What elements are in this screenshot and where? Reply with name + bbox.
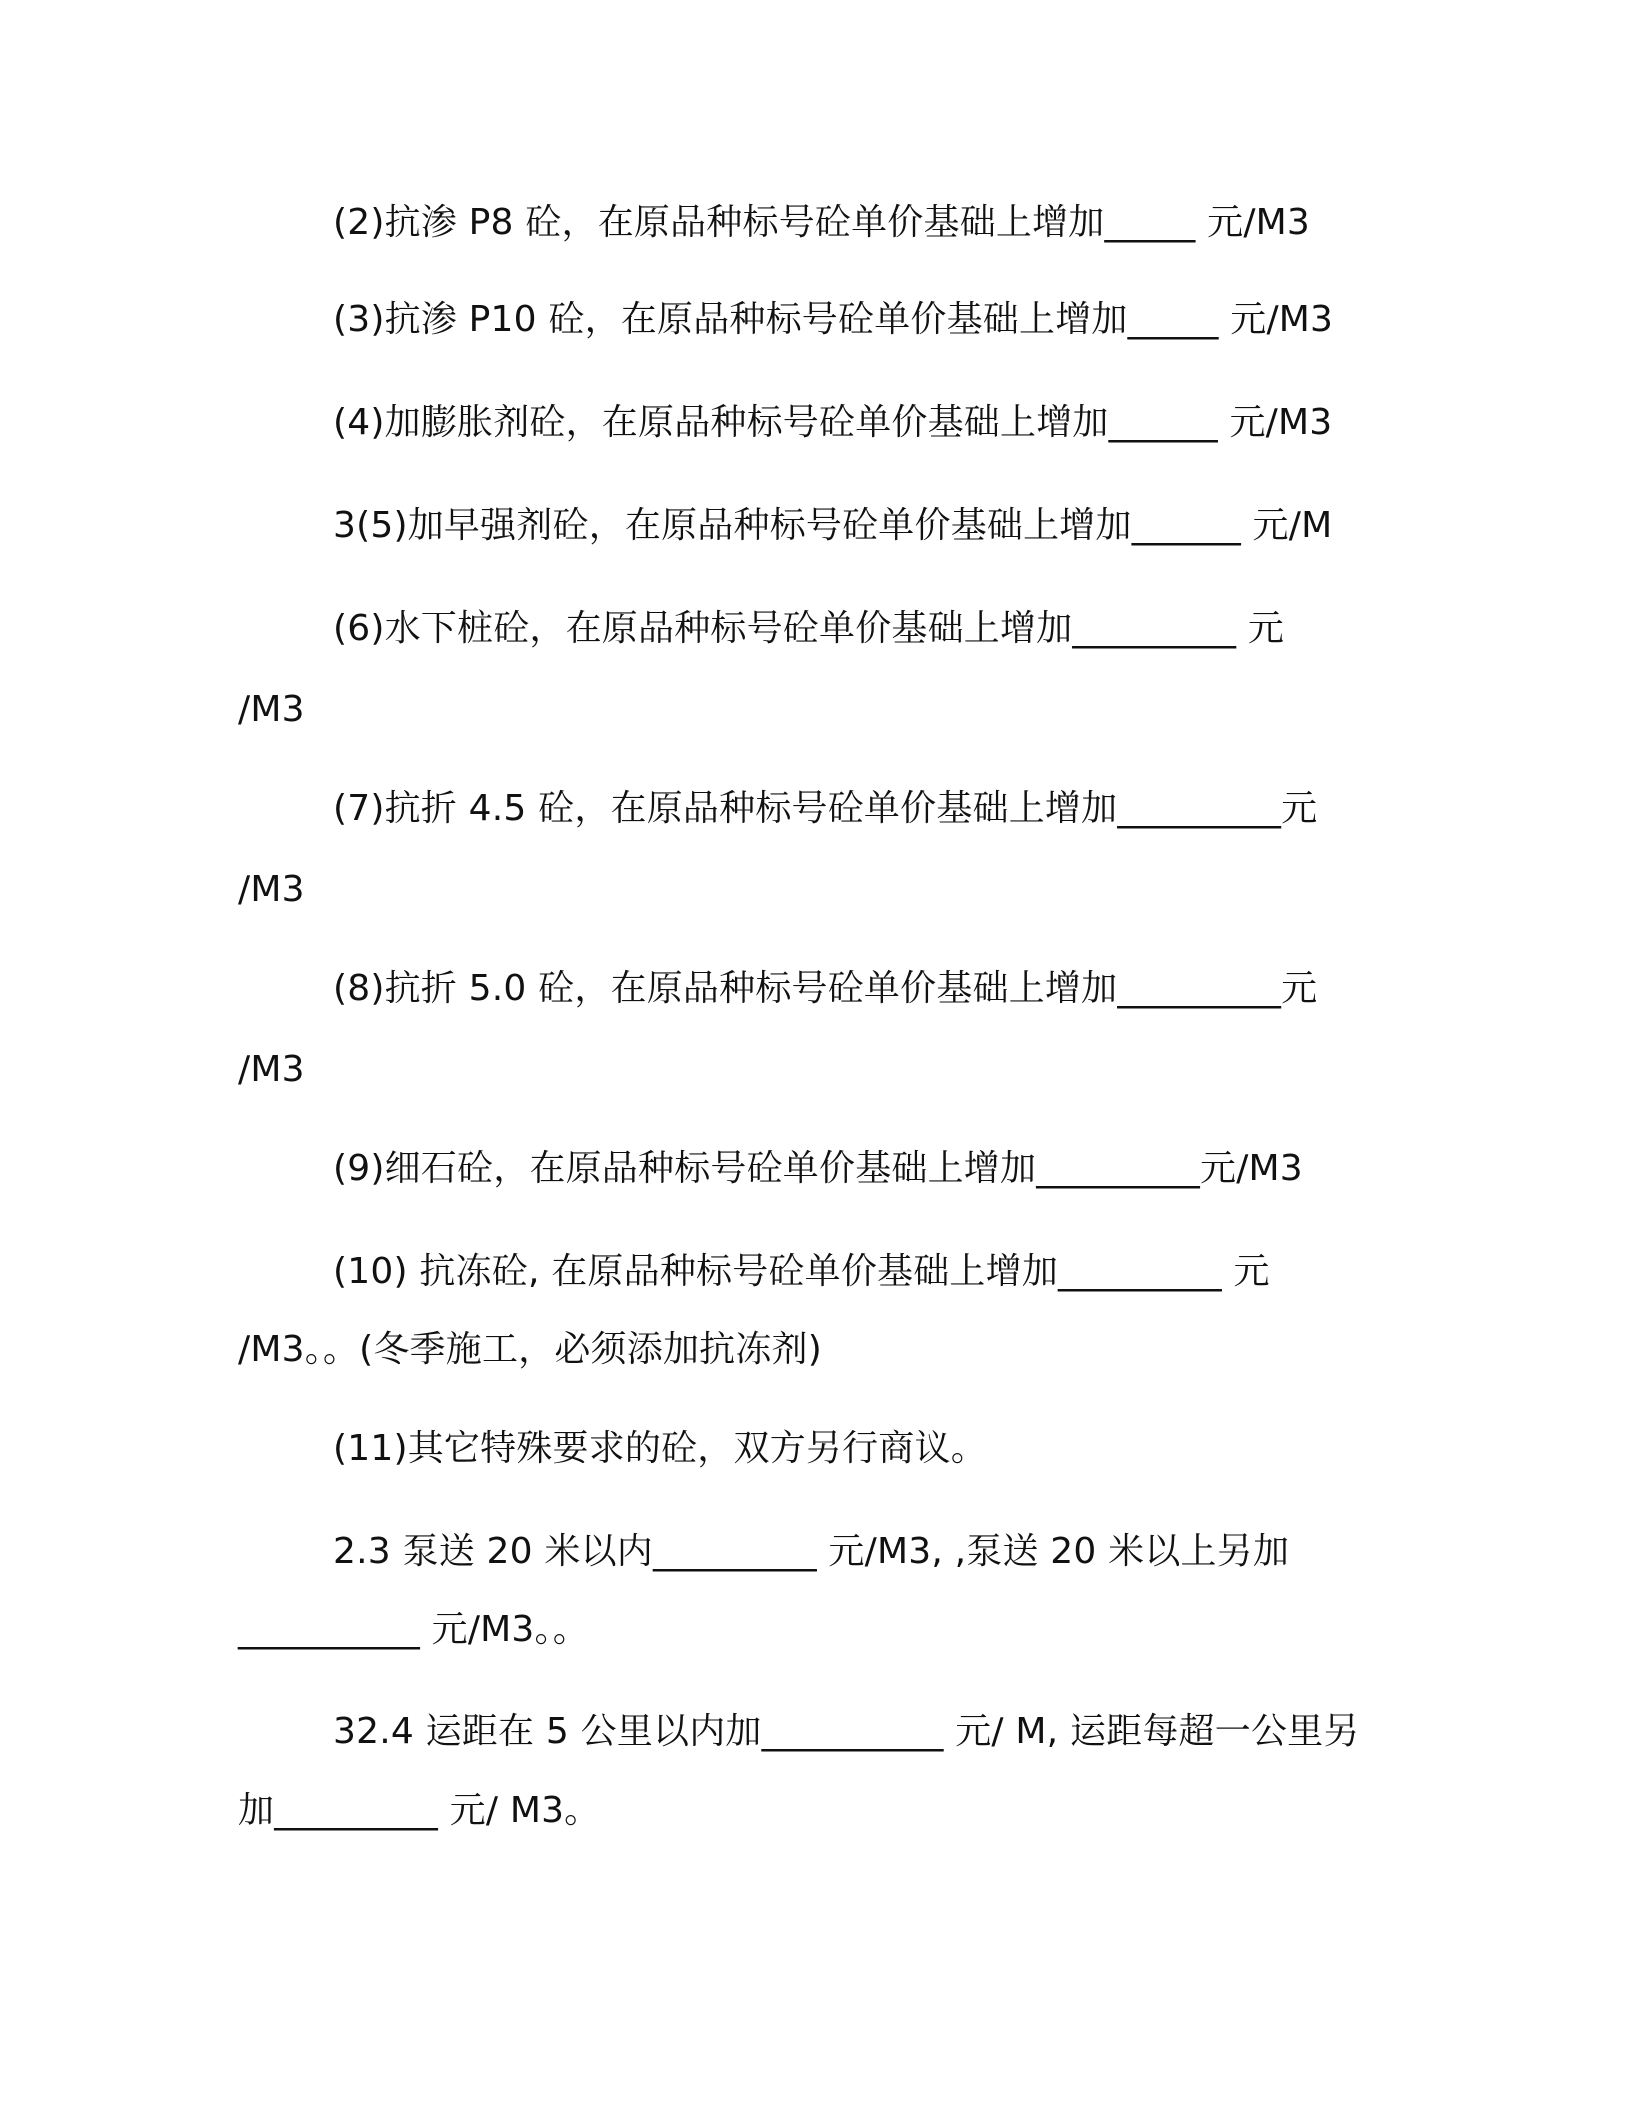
clause-5-early-strength: 3(5)加早强剂砼，在原品种标号砼单价基础上增加______ 元/M (333, 505, 1333, 546)
clause-6-underwater-pile: (6)水下桩砼，在原品种标号砼单价基础上增加_________ 元 (333, 608, 1285, 649)
clause-6-unit-continuation: /M3 (238, 689, 305, 730)
clause-2-3-continuation: __________ 元/M3。。 (238, 1609, 589, 1650)
clause-10-antifreeze: (10) 抗冻砼, 在原品种标号砼单价基础上增加_________ 元 (333, 1251, 1270, 1292)
clause-2-4-continuation: 加_________ 元/ M3。 (238, 1790, 601, 1831)
clause-11-special: (11)其它特殊要求的砼，双方另行商议。 (333, 1428, 987, 1469)
clause-2-p8: (2)抗渗 P8 砼，在原品种标号砼单价基础上增加_____ 元/M3 (333, 202, 1311, 243)
clause-2-3-pumping: 2.3 泵送 20 米以内_________ 元/M3, ,泵送 20 米以上另加 (333, 1531, 1290, 1572)
clause-8-unit-continuation: /M3 (238, 1049, 305, 1090)
clause-10-continuation: /M3。。(冬季施工，必须添加抗冻剂) (238, 1329, 822, 1370)
clause-9-fine-aggregate: (9)细石砼，在原品种标号砼单价基础上增加_________元/M3 (333, 1148, 1303, 1189)
clause-4-expansion-agent: (4)加膨胀剂砼，在原品种标号砼单价基础上增加______ 元/M3 (333, 402, 1333, 443)
clause-2-4-transport: 32.4 运距在 5 公里以内加__________ 元/ M, 运距每超一公里另 (333, 1711, 1360, 1752)
clause-8-flexural-5-0: (8)抗折 5.0 砼，在原品种标号砼单价基础上增加_________元 (333, 968, 1318, 1009)
clause-7-unit-continuation: /M3 (238, 869, 305, 910)
clause-3-p10: (3)抗渗 P10 砼，在原品种标号砼单价基础上增加_____ 元/M3 (333, 299, 1334, 340)
clause-7-flexural-4-5: (7)抗折 4.5 砼，在原品种标号砼单价基础上增加_________元 (333, 788, 1318, 829)
